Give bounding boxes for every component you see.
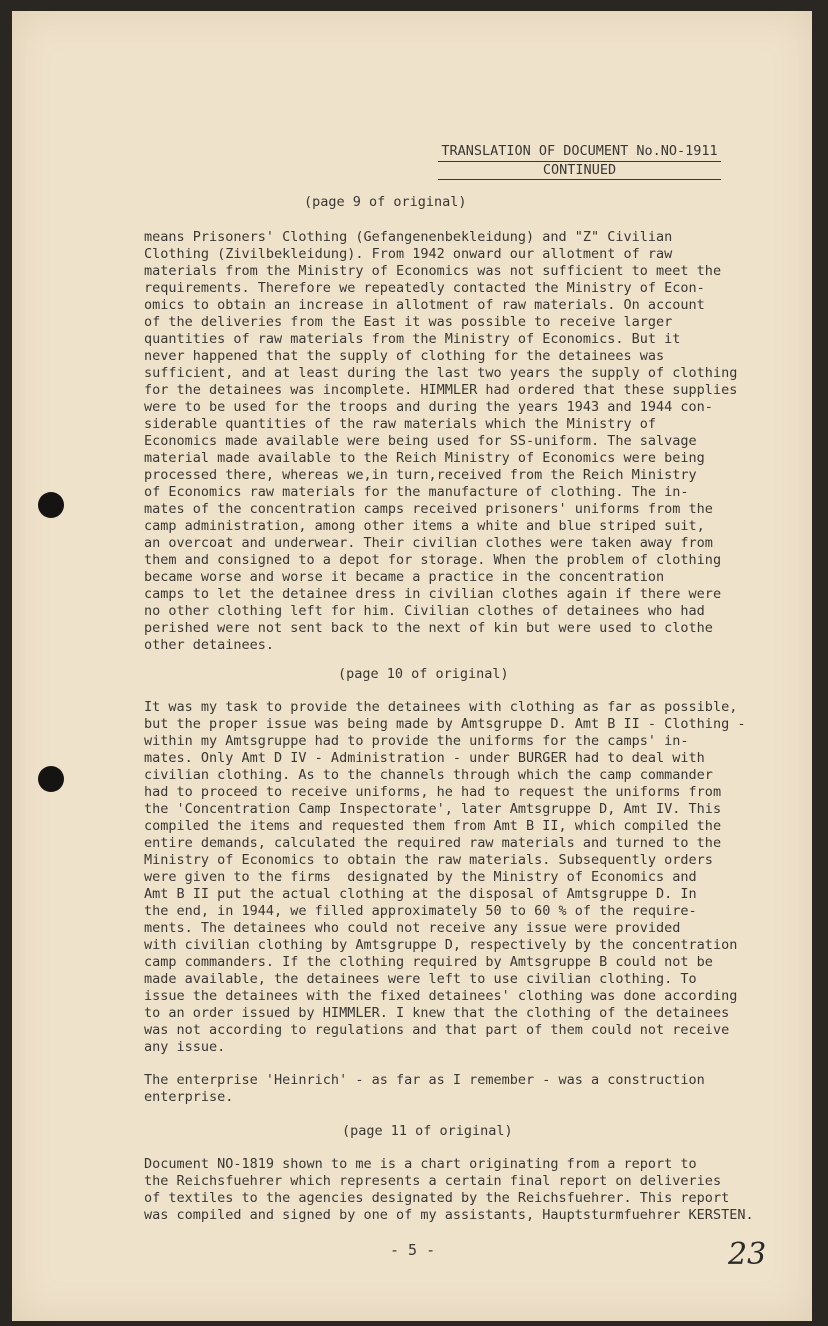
page-reference-11: (page 11 of original) (342, 1123, 513, 1139)
header-title: TRANSLATION OF DOCUMENT No.NO-1911 (438, 143, 721, 162)
text-line: perished were not sent back to the next of kin but were used to clothe (144, 620, 713, 636)
paragraph-2 (144, 699, 784, 1056)
text-line: means Prisoners' Clothing (Gefangenenbekleidung) and "Z" Civilian (144, 229, 673, 245)
text-line: the end, in 1944, we filled approximately 50 to 60 % of the require- (144, 903, 697, 919)
punch-hole-top (38, 492, 64, 518)
text-line: the 'Concentration Camp Inspectorate', later Amtsgruppe D, Amt IV. This (144, 801, 722, 817)
text-line: ments. The detainees who could not receive any issue were provided (144, 920, 681, 936)
text-line: had to proceed to receive uniforms, he had to request the uniforms from (144, 784, 722, 800)
text-line: siderable quantities of the raw materials which the Ministry of (144, 416, 657, 432)
text-line: processed there, whereas we,in turn,received from the Reich Ministry (144, 467, 697, 483)
text-line: Ministry of Economics to obtain the raw materials. Subsequently orders (144, 852, 713, 868)
text-line: were to be used for the troops and during the years 1943 and 1944 con- (144, 399, 713, 415)
text-line: omics to obtain an increase in allotment of raw materials. On account (144, 297, 705, 313)
text-line: quantities of raw materials from the Ministry of Economics. But it (144, 331, 681, 347)
text-line: Economics made available were being used for SS-uniform. The salvage (144, 433, 697, 449)
header-subtitle: CONTINUED (438, 162, 721, 180)
text-line: but the proper issue was being made by Amtsgruppe D. Amt B II - Clothing - (144, 716, 746, 732)
text-line: requirements. Therefore we repeatedly contacted the Ministry of Econ- (144, 280, 705, 296)
text-line: mates. Only Amt D IV - Administration - under BURGER had to deal with (144, 750, 705, 766)
text-line: of the deliveries from the East it was possible to receive larger (144, 314, 673, 330)
page-reference-10: (page 10 of original) (338, 666, 509, 682)
text-line: other detainees. (144, 637, 275, 653)
text-line: issue the detainees with the fixed detainees' clothing was done according (144, 988, 738, 1004)
text-line: civilian clothing. As to the channels through which the camp commander (144, 767, 713, 783)
text-line: no other clothing left for him. Civilian clothes of detainees who had (144, 603, 705, 619)
punch-hole-bottom (38, 766, 64, 792)
text-line: sufficient, and at least during the last two years the supply of clothing (144, 365, 738, 381)
text-line: material made available to the Reich Ministry of Economics were being (144, 450, 705, 466)
document-page (12, 11, 812, 1321)
page-reference-9: (page 9 of original) (304, 194, 467, 210)
text-line: were given to the firms designated by the Ministry of Economics and (144, 869, 697, 885)
text-line: became worse and worse it became a practice in the concentration (144, 569, 665, 585)
paragraph-4 (144, 1156, 784, 1224)
text-line: camp commanders. If the clothing required by Amtsgruppe B could not be (144, 954, 713, 970)
text-line: the Reichsfuehrer which represents a certain final report on deliveries (144, 1173, 722, 1189)
text-line: was compiled and signed by one of my assistants, Hauptsturmfuehrer KERSTEN. (144, 1207, 754, 1223)
text-line: with civilian clothing by Amtsgruppe D, respectively by the concentration (144, 937, 738, 953)
text-line: to an order issued by HIMMLER. I knew that the clothing of the detainees (144, 1005, 730, 1021)
page-number: - 5 - (390, 1241, 436, 1259)
text-line: materials from the Ministry of Economics was not sufficient to meet the (144, 263, 722, 279)
text-line: Amt B II put the actual clothing at the disposal of Amtsgruppe D. In (144, 886, 697, 902)
text-line: Clothing (Zivilbekleidung). From 1942 onward our allotment of raw (144, 246, 673, 262)
text-line: camp administration, among other items a white and blue striped suit, (144, 518, 705, 534)
text-line: within my Amtsgruppe had to provide the uniforms for the camps' in- (144, 733, 689, 749)
text-line: It was my task to provide the detainees with clothing as far as possible, (144, 699, 738, 715)
text-line: made available, the detainees were left to use civilian clothing. To (144, 971, 697, 987)
text-line: enterprise. (144, 1089, 234, 1105)
text-line: compiled the items and requested them from Amt B II, which compiled the (144, 818, 722, 834)
text-line: camps to let the detainee dress in civilian clothes again if there were (144, 586, 722, 602)
text-line: of Economics raw materials for the manufacture of clothing. The in- (144, 484, 689, 500)
text-line: The enterprise 'Heinrich' - as far as I remember - was a construction (144, 1072, 705, 1088)
handwritten-page-number: 23 (728, 1237, 767, 1272)
text-line: any issue. (144, 1039, 226, 1055)
text-line: of textiles to the agencies designated by the Reichsfuehrer. This report (144, 1190, 730, 1206)
text-line: for the detainees was incomplete. HIMMLER had ordered that these supplies (144, 382, 738, 398)
text-line: them and consigned to a depot for storage. When the problem of clothing (144, 552, 722, 568)
paragraph-3 (144, 1072, 784, 1106)
text-line: mates of the concentration camps received prisoners' uniforms from the (144, 501, 713, 517)
document-header (438, 143, 721, 180)
text-line: was not according to regulations and that part of them could not receive (144, 1022, 730, 1038)
text-line: never happened that the supply of clothing for the detainees was (144, 348, 665, 364)
paragraph-1 (144, 229, 784, 654)
text-line: Document NO-1819 shown to me is a chart originating from a report to (144, 1156, 697, 1172)
text-line: entire demands, calculated the required raw materials and turned to the (144, 835, 722, 851)
text-line: an overcoat and underwear. Their civilian clothes were taken away from (144, 535, 713, 551)
